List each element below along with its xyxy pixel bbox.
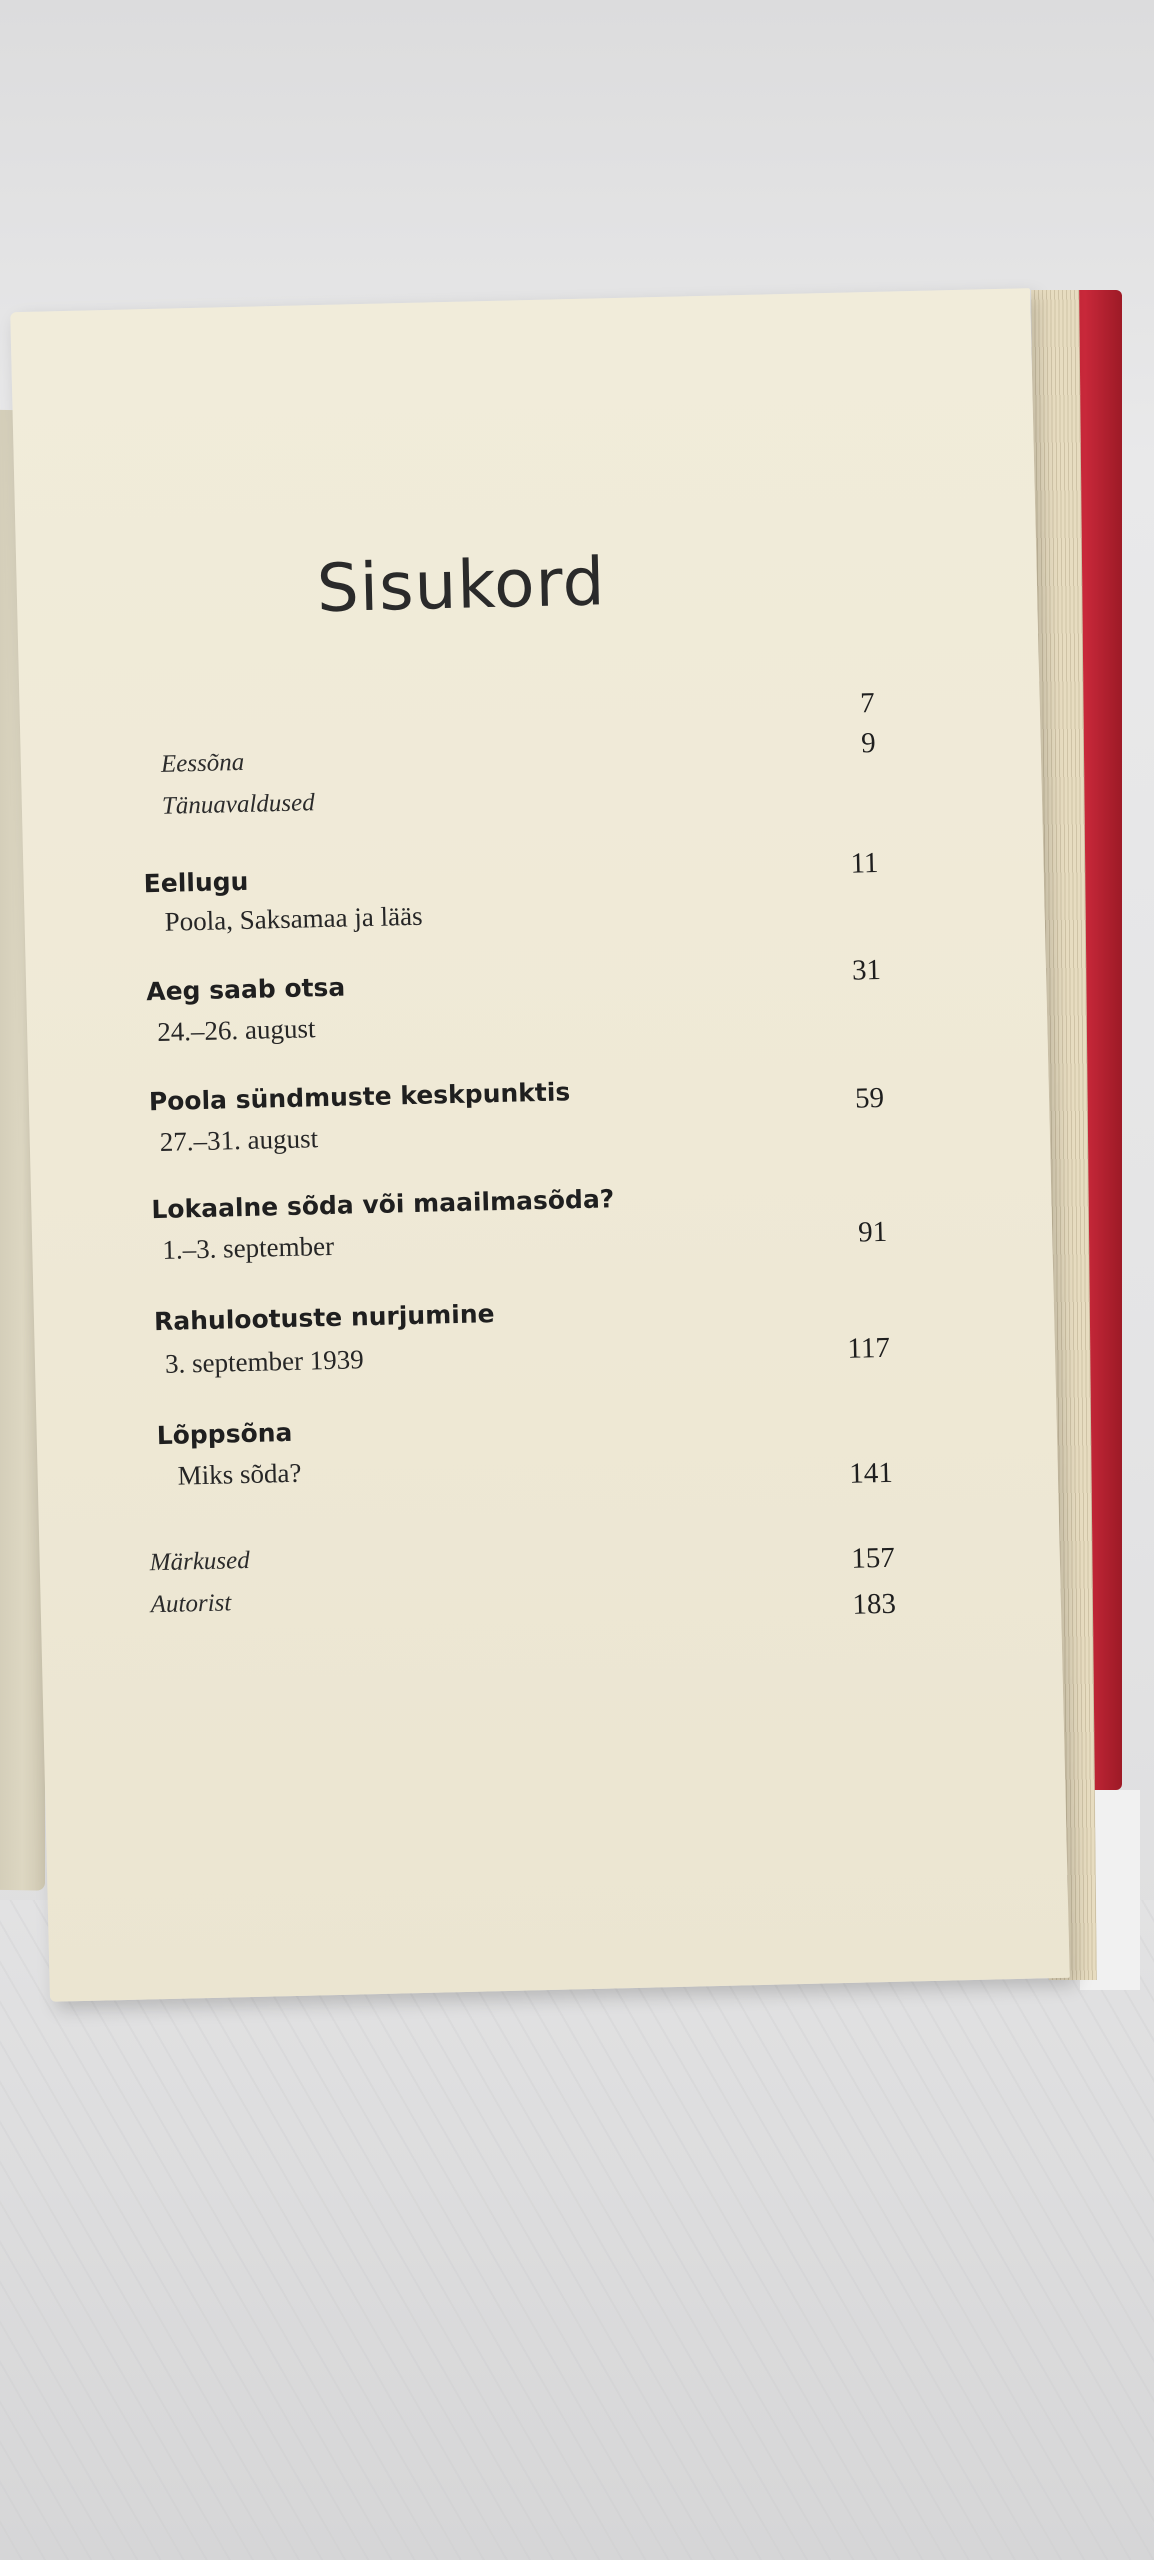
front-page-number: 7	[859, 686, 876, 720]
toc-section-page: 91	[857, 1215, 888, 1249]
toc-section-title: Lõppsõna	[156, 1417, 293, 1451]
toc-section-title: Lokaalne sõda või maailmasõda?	[151, 1184, 615, 1225]
toc-entry-foreword: Eessõna	[160, 748, 245, 778]
toc-section-subtitle: 3. september 1939	[164, 1344, 365, 1379]
toc-section-title: Rahulootuste nurjumine	[153, 1299, 495, 1337]
toc-section-page: 141	[848, 1456, 894, 1490]
toc-section-subtitle: Miks sõda?	[177, 1457, 302, 1491]
toc-section-page: 59	[854, 1081, 885, 1115]
toc-section-subtitle: 1.–3. september	[162, 1230, 335, 1265]
tablecloth-background	[0, 1900, 1154, 2560]
toc-section-subtitle: 27.–31. august	[159, 1123, 319, 1157]
toc-section-subtitle: 24.–26. august	[156, 1013, 316, 1047]
toc-section-page: 117	[847, 1331, 891, 1365]
toc-section-page: 31	[851, 953, 882, 987]
toc-section-title: Eellugu	[143, 866, 249, 899]
back-page-number: 157	[850, 1541, 896, 1575]
toc-entry-notes: Märkused	[149, 1546, 251, 1577]
back-page-number: 183	[852, 1587, 897, 1621]
table-of-contents	[10, 288, 1070, 2002]
toc-entry-about-author: Autorist	[150, 1589, 232, 1619]
toc-entry-acknowledgements: Tänuavaldused	[161, 789, 315, 820]
toc-section-subtitle: Poola, Saksamaa ja lääs	[164, 900, 423, 937]
front-page-number: 9	[860, 726, 876, 760]
toc-section-title: Aeg saab otsa	[145, 972, 346, 1007]
book-page	[10, 288, 1070, 2002]
toc-heading: Sisukord	[315, 543, 607, 628]
toc-section-title: Poola sündmuste keskpunktis	[148, 1077, 571, 1117]
toc-section-page: 11	[850, 846, 879, 880]
